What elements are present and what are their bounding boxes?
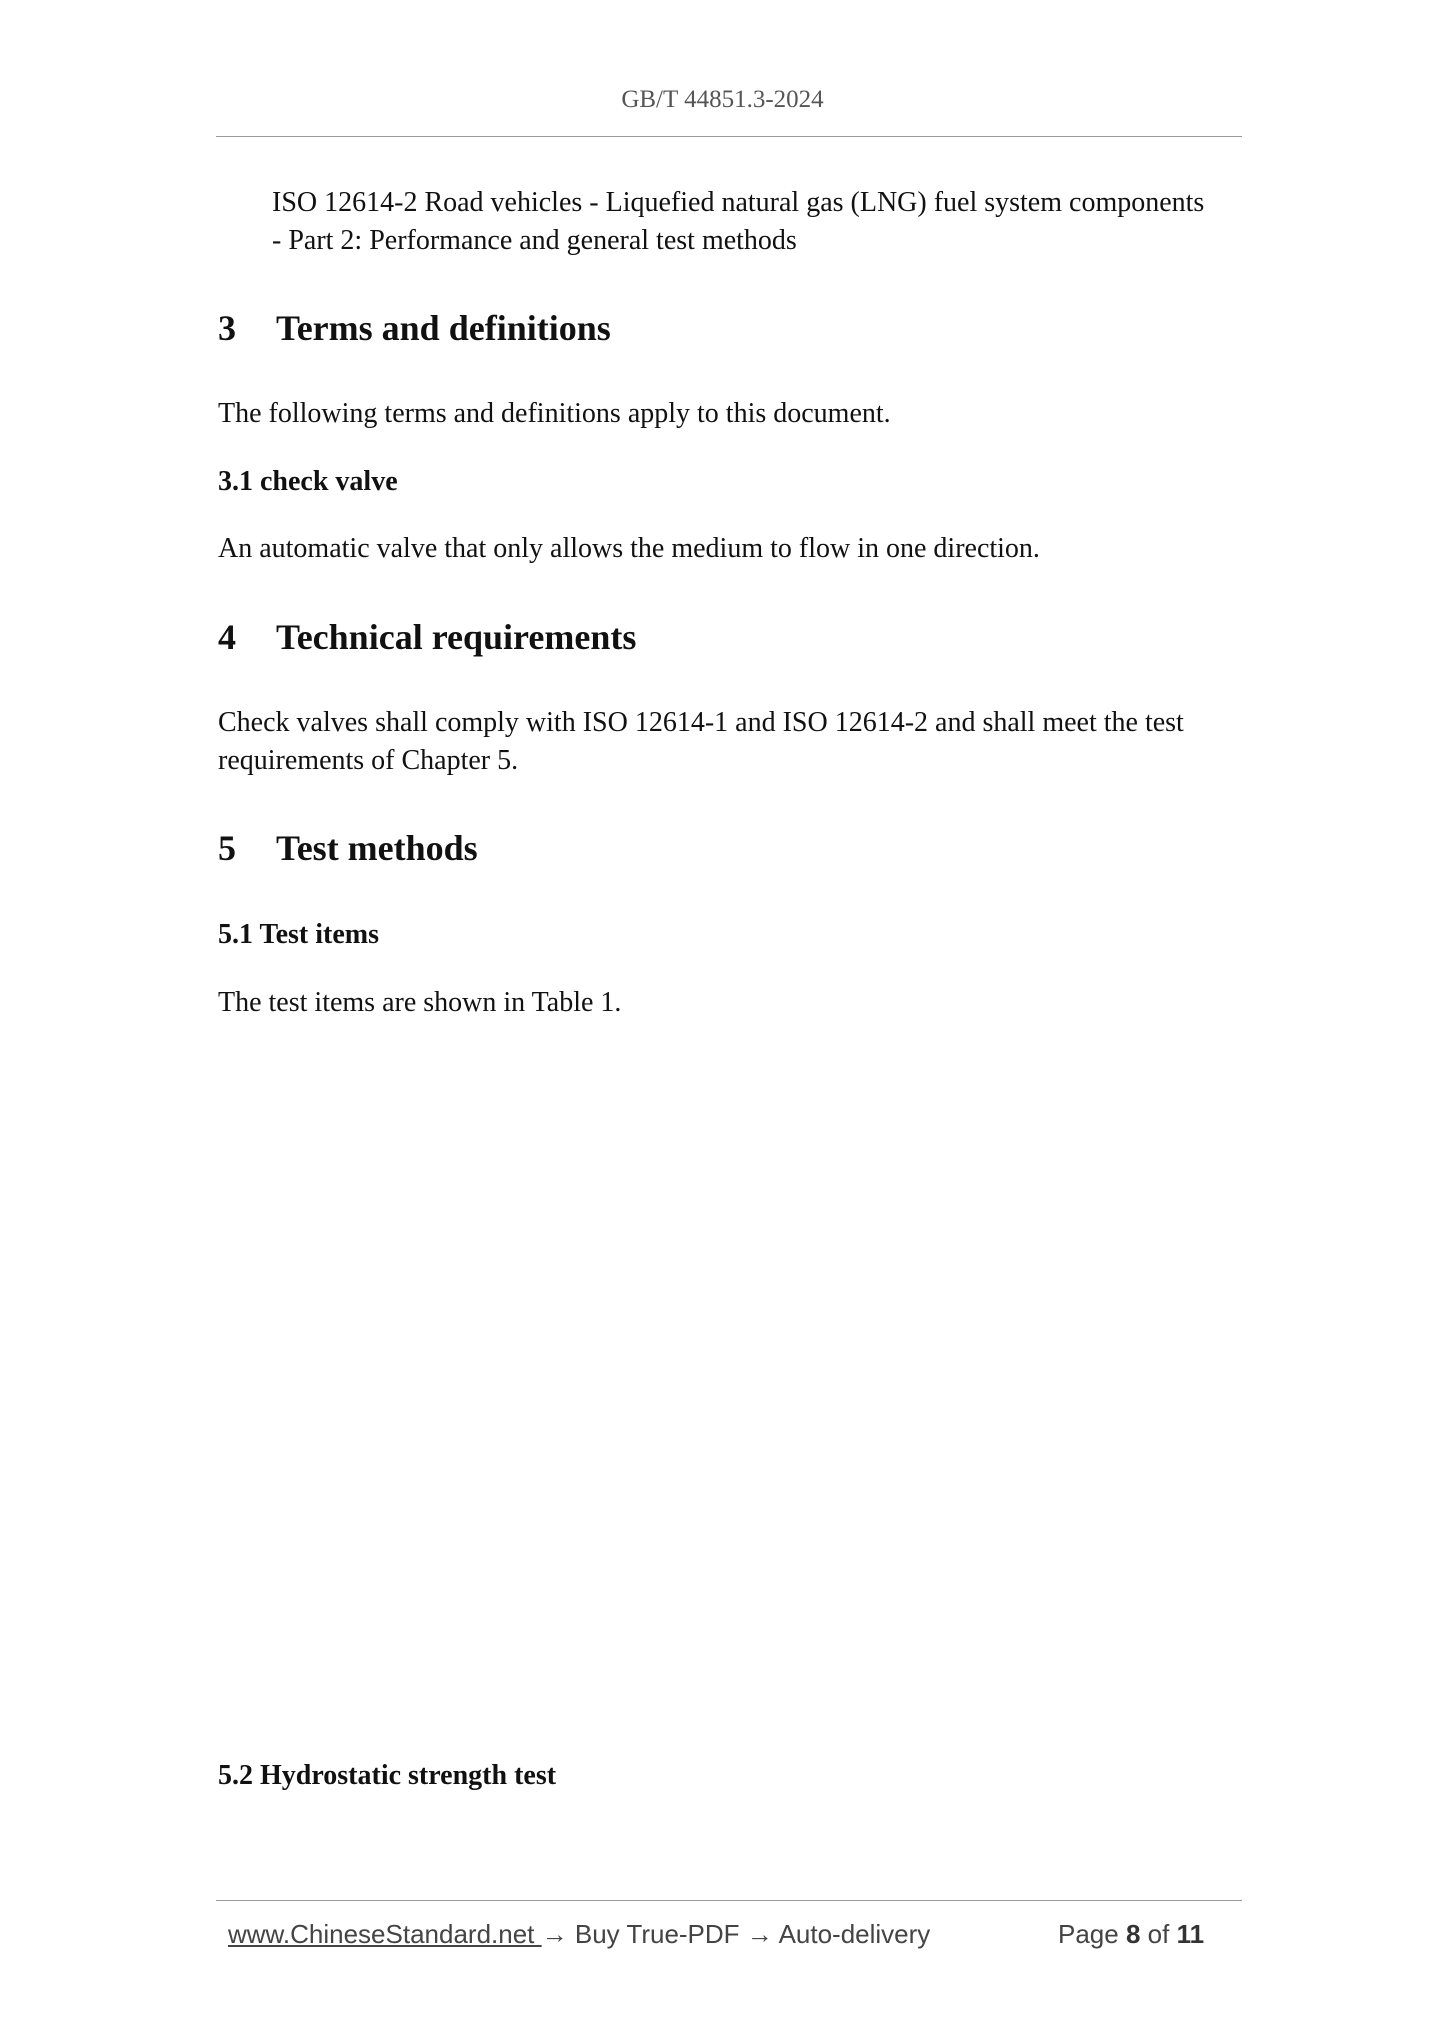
subsection-5-2-heading: 5.2 Hydrostatic strength test — [218, 1760, 557, 1791]
subsection-3-1-text: An automatic valve that only allows the medium to flow in one direction. — [218, 533, 1040, 564]
reference-line-2: - Part 2: Performance and general test methods — [272, 225, 797, 256]
arrow-icon: → — [541, 1919, 568, 1949]
section-4-heading — [218, 615, 636, 659]
subsection-5-1-text: The test items are shown in Table 1. — [218, 987, 622, 1018]
site-link[interactable]: www.ChineseStandard.net — [228, 1919, 542, 1949]
subsection-3-1-heading: 3.1 check valve — [218, 466, 398, 497]
header-divider — [216, 136, 1242, 137]
current-page-number: 8 — [1125, 1919, 1141, 1949]
arrow-icon: → — [746, 1919, 773, 1949]
page-number-indicator — [1058, 1917, 1204, 1951]
section-4-number: 4 — [218, 617, 236, 657]
page-of-label: of — [1147, 1919, 1170, 1949]
section-3-intro: The following terms and definitions apply to this document. — [218, 398, 891, 429]
section-4-title: Technical requirements — [276, 617, 637, 657]
section-3-number: 3 — [218, 308, 236, 348]
subsection-5-1-heading: 5.1 Test items — [218, 919, 379, 950]
section-3-title: Terms and definitions — [276, 308, 611, 348]
section-4-text-line-1: Check valves shall comply with ISO 12614-1 and ISO 12614-2 and shall meet the test — [218, 707, 1184, 738]
reference-line-1: ISO 12614-2 Road vehicles - Liquefied natural gas (LNG) fuel system components — [272, 187, 1205, 218]
section-5-heading — [218, 826, 478, 870]
page-label: Page — [1058, 1919, 1119, 1949]
header-document-code: GB/T 44851.3-2024 — [621, 86, 824, 113]
footer-divider — [216, 1900, 1242, 1901]
section-5-number: 5 — [218, 828, 236, 868]
page-footer — [228, 1917, 1228, 1951]
section-5-title: Test methods — [276, 828, 478, 868]
auto-delivery-text: Auto-delivery — [772, 1919, 931, 1949]
section-3-heading — [218, 306, 611, 350]
section-4-text-line-2: requirements of Chapter 5. — [218, 745, 519, 776]
buy-true-pdf-text: Buy True-PDF — [567, 1919, 747, 1949]
total-page-count: 11 — [1176, 1919, 1205, 1949]
